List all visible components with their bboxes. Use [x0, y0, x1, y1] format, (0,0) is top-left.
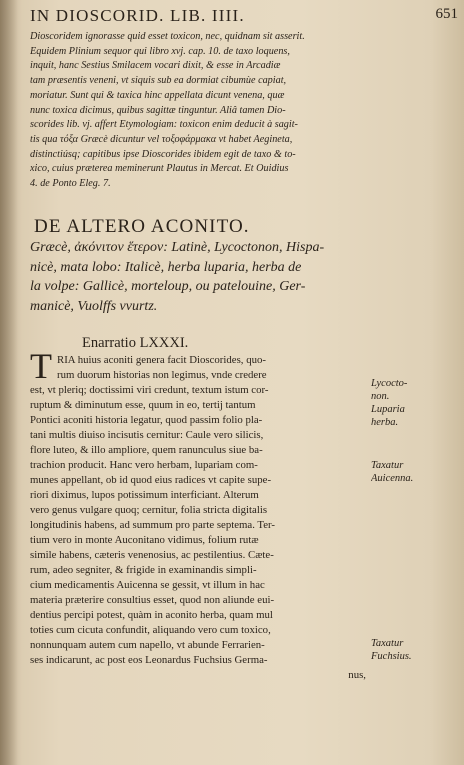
- body-line: vero genus vulgare quoq; cernitur, folia stricta digitalis: [30, 504, 268, 516]
- body-line: ses indicarunt, ac post eos Leonardus Fuchsius Germa-: [30, 654, 268, 666]
- margin-note-line: herba.: [371, 417, 399, 428]
- intro-line: xico, cuius præterea meminerunt Plautus in Mercat. Et Ouidius: [30, 163, 289, 175]
- synonym-paragraph: [30, 238, 362, 316]
- intro-line: moriatur. Sunt qui & taxica hinc appellata dicunt venena, quæ: [30, 89, 285, 101]
- intro-line: distinctiúsq; capitibus ipse Dioscorides ibidem egit de taxo & to-: [30, 148, 296, 160]
- body-line: flore luteo, & illo ampliore, quem ranunculus siue ba-: [30, 444, 263, 456]
- margin-note-line: Auicenna.: [371, 473, 414, 484]
- intro-line: tis qua τόξα Græcè dicuntur vel τοξοφάρμακα vt habet Aegineta,: [30, 133, 293, 145]
- body-line: munes appellant, ob id quod eius radices vt capite supe-: [30, 474, 272, 486]
- intro-line: Dioscoridem ignorasse quid esset toxicon, nec, quidnam sit asserit.: [30, 31, 305, 42]
- body-line: est, vt pleriq; doctissimi viri credunt, textum istum cor-: [30, 384, 269, 396]
- margin-note-fuchsius: [371, 637, 457, 663]
- margin-note-lycoctonon: [371, 377, 457, 429]
- body-line: tium vero in monte Auconitano vidimus, folium rutæ: [30, 534, 259, 546]
- body-line: toties cum cicuta confundit, aliquando vero cum toxico,: [30, 624, 271, 636]
- body-line: simile habens, cæteris venenosius, ac pestilentius. Cæte-: [30, 549, 274, 561]
- body-line: dentius percipi potest, quàm in aconito herba, quam mul: [30, 609, 273, 621]
- running-head: IN DIOSCORID. LIB. IIII.: [30, 6, 245, 25]
- page-header: [30, 6, 458, 28]
- body-line: RIA huius aconiti genera facit Dioscorides, quo-: [57, 354, 266, 366]
- synonym-line: la volpe: Gallicè, morteloup, ou patelouine, Ger-: [30, 279, 306, 295]
- intro-line: Equidem Plinium sequor qui libro xvj. cap. 10. de taxo loquens,: [30, 45, 290, 57]
- drop-cap: T: [30, 346, 52, 386]
- body-line: riori diximus, lupos potissimum interficiant. Alterum: [30, 489, 259, 501]
- intro-line: scorides lib. vj. affert Etymologiam: toxicon enim deducit à sagit-: [30, 119, 298, 131]
- intro-paragraph: [30, 30, 362, 192]
- margin-note-line: Taxatur: [371, 460, 404, 471]
- body-line: rum duorum historias non legimus, vnde credere: [57, 369, 267, 381]
- body-line: trachion producit. Hanc vero herbam, lupariam com-: [30, 459, 258, 471]
- section-title: DE ALTERO ACONITO.: [34, 216, 250, 237]
- intro-line: 4. de Ponto Eleg. 7.: [30, 178, 111, 190]
- margin-note-line: Taxatur: [371, 638, 404, 649]
- intro-line: nunc toxica dicimus, quibus sagittæ tinguntur. Aliâ tamen Dio-: [30, 104, 286, 116]
- margin-note-line: non.: [371, 391, 390, 402]
- page-number: 651: [435, 6, 458, 22]
- body-line: longitudinis habens, ad summum pro parte septema. Ter-: [30, 519, 276, 531]
- gutter-shadow: [0, 0, 18, 765]
- synonym-line: manicè, Vuolffs vvurtz.: [30, 298, 158, 314]
- body-line: cium medicamentis Auicenna se gessit, vt illum in hac: [30, 579, 265, 591]
- intro-line: inquit, hanc Sestius Smilacem vocari dixit, & esse in Arcadiæ: [30, 60, 281, 72]
- margin-note-auicenna: [371, 459, 457, 485]
- body-line: ruptum & diminutum esse, quum in eo, tertij tantum: [30, 399, 256, 411]
- body-line: Pontici aconiti historia legatur, quod passim folio pla-: [30, 414, 263, 426]
- intro-line: tam præsentis veneni, vt siquis sub ea dormiat cibumùe capiat,: [30, 75, 287, 87]
- body-line: nus,: [348, 669, 366, 681]
- body-line: materia præterire consultius esset, quod non aliunde eui-: [30, 594, 275, 606]
- body-paragraph: [30, 346, 366, 683]
- synonym-line: nicè, mata lobo: Italicè, herba luparia, herba de: [30, 259, 302, 275]
- body-line: nonnunquam autem cum napello, vt abunde Ferrarien-: [30, 639, 265, 651]
- body-line: tani multis diuiso incisutis cernitur: Caule vero silicis,: [30, 429, 264, 441]
- synonym-line: Græcè, ἀκόνιτον ἕτερον: Latinè, Lycoctonon, Hispa-: [30, 240, 325, 255]
- enarratio-heading: Enarratio LXXXI.: [82, 335, 189, 351]
- margin-note-line: Lycocto-: [371, 378, 408, 389]
- margin-note-line: Luparia: [371, 404, 405, 415]
- margin-note-line: Fuchsius.: [371, 651, 412, 662]
- body-line: rum, adeo segniter, & frigide in examinandis simpli-: [30, 564, 257, 576]
